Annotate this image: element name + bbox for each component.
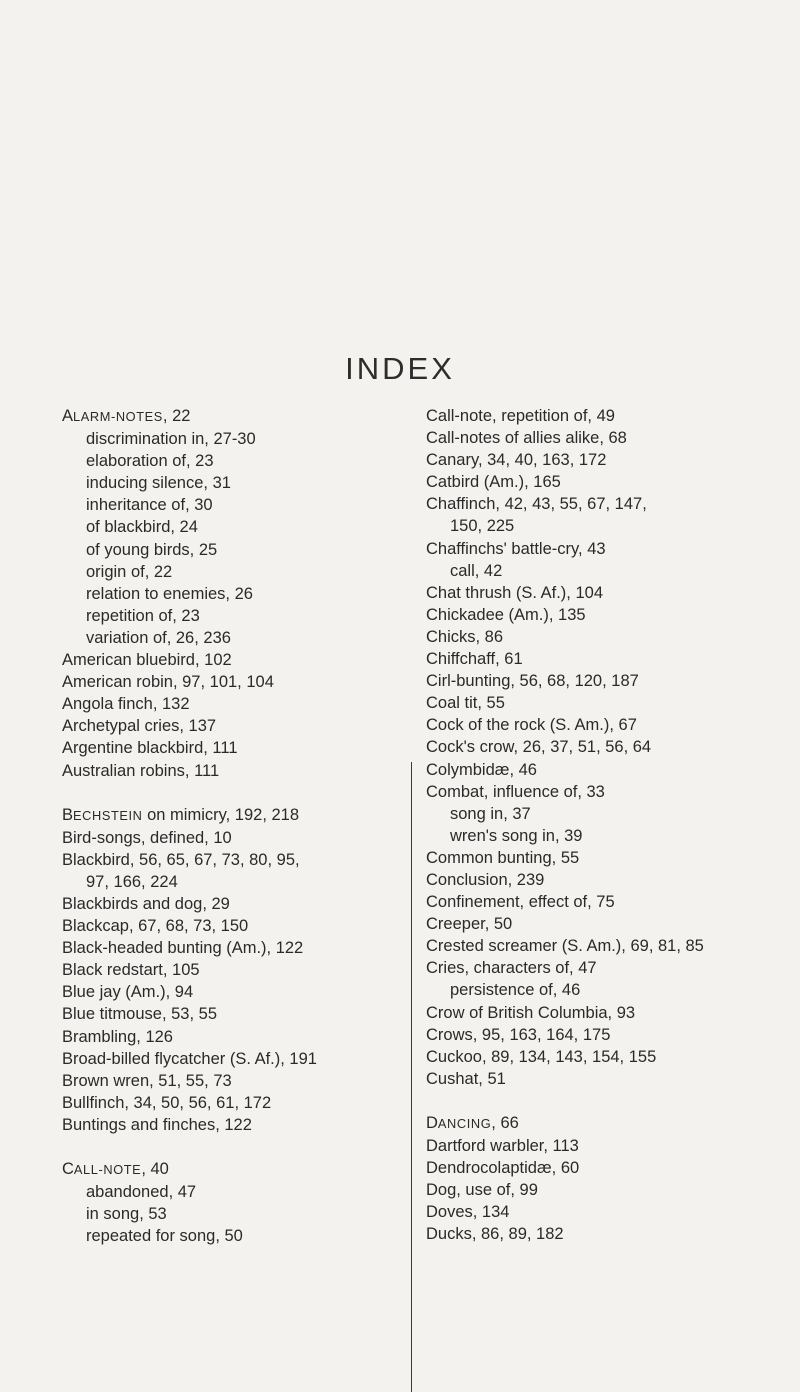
- entry-small-caps: LARM-NOTES: [73, 409, 163, 424]
- index-entry: [426, 1201, 771, 1223]
- entry-text: Colymbidæ, 46: [426, 760, 537, 779]
- entry-text: Crested screamer (S. Am.), 69, 81, 85: [426, 937, 704, 956]
- index-subentry: [62, 516, 402, 538]
- index-entry: [62, 405, 402, 428]
- index-entry: [426, 670, 771, 692]
- entry-text: Blackbirds and dog, 29: [62, 894, 230, 913]
- index-letter-group: [62, 405, 402, 782]
- index-entry: [426, 626, 771, 648]
- entry-text: Catbird (Am.), 165: [426, 473, 561, 492]
- index-entry-continuation: [426, 515, 771, 537]
- entry-text: elaboration of, 23: [86, 452, 214, 471]
- index-entry: [62, 893, 402, 915]
- entry-text: , 22: [162, 407, 191, 425]
- index-entry: [62, 737, 402, 759]
- entry-text: Conclusion, 239: [426, 870, 545, 889]
- entry-text: variation of, 26, 236: [86, 628, 231, 647]
- index-entry: [62, 1070, 402, 1092]
- index-letter-group: [62, 1158, 402, 1247]
- index-entry: [426, 891, 771, 913]
- index-entry: [426, 493, 771, 515]
- index-entry: [426, 1024, 771, 1046]
- entry-text: Chat thrush (S. Af.), 104: [426, 583, 604, 602]
- entry-text: Crows, 95, 163, 164, 175: [426, 1025, 611, 1044]
- entry-text: Australian robins, 111: [62, 761, 220, 780]
- index-entry: [426, 471, 771, 493]
- entry-text: Bird-songs, defined, 10: [62, 828, 232, 847]
- index-entry: [62, 915, 402, 937]
- index-subentry: [426, 560, 771, 582]
- index-subentry: [426, 825, 771, 847]
- entry-text: Blackbird, 56, 65, 67, 73, 80, 95,: [62, 850, 300, 869]
- entry-text: inducing silence, 31: [86, 474, 231, 493]
- entry-text: call, 42: [450, 561, 503, 580]
- index-entry: [62, 1048, 402, 1070]
- entry-initial-letter: B: [62, 805, 74, 824]
- index-subentry: [426, 803, 771, 825]
- index-entry: [426, 781, 771, 803]
- entry-text: Ducks, 86, 89, 182: [426, 1225, 564, 1244]
- entry-text: Argentine blackbird, 111: [62, 739, 238, 758]
- index-subentry: [62, 627, 402, 649]
- entry-text: Cirl-bunting, 56, 68, 120, 187: [426, 672, 639, 691]
- entry-text: Call-note, repetition of, 49: [426, 407, 615, 425]
- entry-text: Blue jay (Am.), 94: [62, 983, 194, 1002]
- index-entry: [426, 449, 771, 471]
- index-column-right: [426, 405, 771, 1245]
- index-entry: [62, 937, 402, 959]
- entry-text: song in, 37: [450, 804, 531, 823]
- column-divider: [411, 762, 412, 1392]
- entry-text: Cushat, 51: [426, 1069, 506, 1088]
- entry-text: Buntings and finches, 122: [62, 1115, 252, 1134]
- index-entry: [426, 957, 771, 979]
- entry-text: Blue titmouse, 53, 55: [62, 1005, 218, 1024]
- entry-text: repetition of, 23: [86, 606, 200, 625]
- entry-text: 150, 225: [450, 517, 515, 536]
- entry-text: origin of, 22: [86, 562, 173, 581]
- index-entry: [426, 1223, 771, 1245]
- entry-text: American robin, 97, 101, 104: [62, 673, 274, 692]
- entry-text: of blackbird, 24: [86, 518, 198, 537]
- entry-text: inheritance of, 30: [86, 496, 213, 515]
- index-entry: [426, 935, 771, 957]
- index-subentry: [62, 605, 402, 627]
- index-entry: [62, 671, 402, 693]
- index-entry: [62, 849, 402, 871]
- entry-text: repeated for song, 50: [86, 1227, 243, 1246]
- index-entry: [426, 847, 771, 869]
- index-entry: [426, 405, 771, 427]
- entry-text: Common bunting, 55: [426, 848, 580, 867]
- index-entry: [62, 959, 402, 981]
- entry-small-caps: ALL-NOTE: [73, 1162, 142, 1177]
- page-title: INDEX: [345, 350, 455, 386]
- index-subentry: [62, 472, 402, 494]
- index-entry: [62, 804, 402, 827]
- entry-small-caps: ECHSTEIN: [73, 807, 143, 823]
- index-entry: [426, 1112, 771, 1135]
- index-entry-continuation: [62, 871, 402, 893]
- entry-text: American bluebird, 102: [62, 651, 232, 670]
- index-entry: [62, 1114, 402, 1136]
- entry-text: Archetypal cries, 137: [62, 717, 217, 736]
- index-entry: [62, 760, 402, 782]
- entry-text: Brown wren, 51, 55, 73: [62, 1071, 232, 1090]
- index-entry: [426, 736, 771, 758]
- index-entry: [426, 1135, 771, 1157]
- index-entry: [426, 714, 771, 736]
- index-subentry: [62, 1225, 402, 1247]
- entry-text: Confinement, effect of, 75: [426, 893, 615, 912]
- index-entry: [426, 1002, 771, 1024]
- entry-text: Brambling, 126: [62, 1027, 173, 1046]
- index-letter-group: [426, 1112, 771, 1246]
- index-subentry: [62, 539, 402, 561]
- entry-text: Combat, influence of, 33: [426, 782, 605, 801]
- entry-text: Chaffinch, 42, 43, 55, 67, 147,: [426, 495, 647, 514]
- entry-text: Creeper, 50: [426, 915, 513, 934]
- entry-text: Cries, characters of, 47: [426, 959, 597, 978]
- index-entry: [62, 981, 402, 1003]
- entry-text: Dendrocolaptidæ, 60: [426, 1159, 580, 1178]
- index-entry: [62, 1026, 402, 1048]
- index-entry: [426, 1179, 771, 1201]
- index-letter-group: [426, 405, 771, 1090]
- entry-text: Broad-billed flycatcher (S. Af.), 191: [62, 1049, 317, 1068]
- index-entry: [62, 649, 402, 671]
- index-entry: [62, 1092, 402, 1114]
- index-subentry: [426, 979, 771, 1001]
- index-subentry: [62, 1203, 402, 1225]
- entry-initial-letter: C: [62, 1160, 74, 1178]
- entry-text: Chickadee (Am.), 135: [426, 605, 586, 624]
- entry-text: Bullfinch, 34, 50, 56, 61, 172: [62, 1093, 272, 1112]
- entry-text: Doves, 134: [426, 1203, 510, 1222]
- entry-text: Cock's crow, 26, 37, 51, 56, 64: [426, 738, 652, 757]
- entry-text: Call-notes of allies alike, 68: [426, 429, 627, 448]
- index-entry: [426, 759, 771, 781]
- entry-text: of young birds, 25: [86, 540, 218, 559]
- entry-text: Blackcap, 67, 68, 73, 150: [62, 917, 249, 936]
- index-subentry: [62, 450, 402, 472]
- index-entry: [62, 827, 402, 849]
- index-entry: [62, 715, 402, 737]
- entry-text: Angola finch, 132: [62, 695, 190, 714]
- entry-text: Chaffinchs' battle-cry, 43: [426, 539, 606, 558]
- entry-text: Crow of British Columbia, 93: [426, 1003, 636, 1022]
- entry-text: Black-headed bunting (Am.), 122: [62, 939, 304, 958]
- index-entry: [62, 1158, 402, 1181]
- index-subentry: [62, 1181, 402, 1203]
- entry-text: Canary, 34, 40, 163, 172: [426, 451, 607, 470]
- index-entry: [426, 648, 771, 670]
- entry-small-caps: ANCING: [437, 1115, 492, 1131]
- index-entry: [426, 1068, 771, 1090]
- index-entry: [426, 582, 771, 604]
- index-entry: [62, 1003, 402, 1025]
- entry-initial-letter: A: [62, 407, 74, 425]
- index-subentry: [62, 583, 402, 605]
- index-entry: [426, 692, 771, 714]
- entry-text: Cock of the rock (S. Am.), 67: [426, 716, 637, 735]
- entry-text: relation to enemies, 26: [86, 584, 253, 603]
- entry-initial-letter: D: [426, 1113, 438, 1132]
- entry-text: wren's song in, 39: [450, 826, 583, 845]
- index-entry: [62, 693, 402, 715]
- index-entry: [426, 869, 771, 891]
- index-entry: [426, 427, 771, 449]
- index-subentry: [62, 561, 402, 583]
- entry-text: Dartford warbler, 113: [426, 1137, 579, 1155]
- index-entry: [426, 1046, 771, 1068]
- entry-text: , 40: [141, 1160, 169, 1178]
- index-letter-group: [62, 804, 402, 1136]
- entry-text: Black redstart, 105: [62, 961, 200, 980]
- index-entry: [426, 604, 771, 626]
- entry-text: Cuckoo, 89, 134, 143, 154, 155: [426, 1047, 657, 1066]
- entry-text: persistence of, 46: [450, 981, 581, 1000]
- entry-text: discrimination in, 27-30: [86, 430, 256, 449]
- index-subentry: [62, 428, 402, 450]
- entry-text: Dog, use of, 99: [426, 1181, 538, 1200]
- entry-text: abandoned, 47: [86, 1183, 197, 1202]
- index-entry: [426, 913, 771, 935]
- index-column-left: [62, 405, 402, 1247]
- entry-text: Chiffchaff, 61: [426, 650, 523, 669]
- index-entry: [426, 538, 771, 560]
- entry-text: Coal tit, 55: [426, 694, 505, 713]
- entry-text: in song, 53: [86, 1205, 167, 1224]
- entry-text: Chicks, 86: [426, 627, 504, 646]
- entry-text: on mimicry, 192, 218: [142, 805, 300, 824]
- index-subentry: [62, 494, 402, 516]
- index-entry: [426, 1157, 771, 1179]
- entry-text: , 66: [491, 1113, 519, 1132]
- entry-text: 97, 166, 224: [86, 872, 178, 891]
